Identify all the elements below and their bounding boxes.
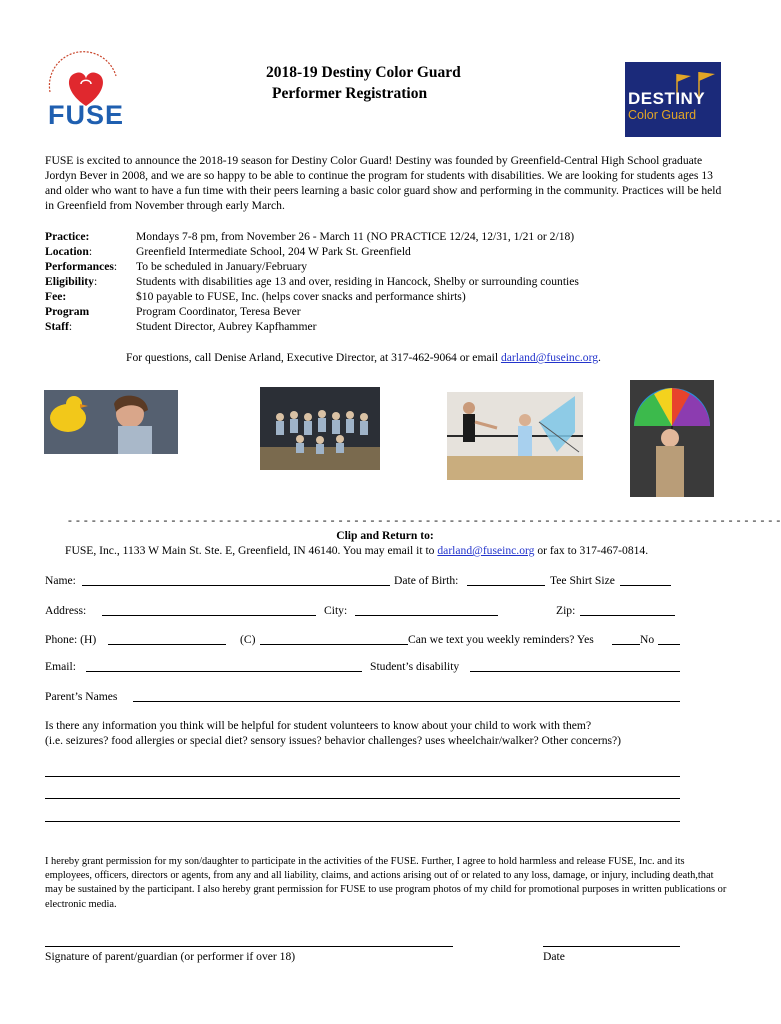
detail-label: Eligibility [45,275,94,288]
detail-value: Mondays 7-8 pm, from November 26 - March 11 (NO PRACTICE 12/24, 12/31, 1/21 or 2/18) [136,230,575,243]
detail-value: Student Director, Aubrey Kapfhammer [136,320,317,333]
detail-row [45,304,725,319]
photo-group [260,387,380,470]
info-answer-line-1[interactable] [45,776,680,777]
dob-label: Date of Birth: [394,574,459,587]
questions-text: For questions, call Denise Arland, Executive Director, at 317-462-9064 or email [126,351,501,364]
destiny-word: DESTINY [628,89,706,108]
info-question-line-2: (i.e. seizures? food allergies or special diet? sensory issues? behavior challenges? uses wheelchair/walker? Other concerns?) [45,734,622,747]
detail-value: To be scheduled in January/February [136,260,308,273]
zip-label: Zip: [556,604,576,617]
detail-value: Greenfield Intermediate School, 204 W Park St. Greenfield [136,245,411,258]
city-label: City: [324,604,348,617]
title-line-2: Performer Registration [272,85,428,102]
text-no-field[interactable] [658,644,680,645]
detail-value: Program Coordinator, Teresa Bever [136,305,301,318]
signature-label: Signature of parent/guardian (or performer if over 18) [45,950,296,963]
detail-label-wrap: Eligibility: [45,275,98,288]
detail-label: Location [45,245,89,258]
permission-paragraph: I hereby grant permission for my son/daughter to participate in the activities of the FUSE. Further, I agree to hold harmless and release FUSE, Inc. and its employees, officers, directors or agents, from any and all liability, claims, and actions arising out of or related to any loss, damage, or injury, including death,that may be sustained by the participant. I also hereby grant permission for FUSE to use program photos of my child for promotional purposes in written publications or electronic media. [45,856,727,910]
date-label: Date [543,950,565,963]
clip-heading: Clip and Return to: [336,529,434,542]
destiny-logo [625,62,721,137]
parents-field[interactable] [133,701,680,702]
detail-label-wrap: Location: [45,245,93,258]
destiny-sub: Color Guard [628,108,697,122]
email-field[interactable] [86,671,362,672]
info-answer-line-3[interactable] [45,821,680,822]
dob-field[interactable] [467,585,545,586]
disability-field[interactable] [470,671,680,672]
text-no-label: No [640,633,655,646]
phone-cell-label: (C) [240,633,256,646]
tee-label: Tee Shirt Size [550,574,615,587]
photo-flag-spin [447,392,583,480]
detail-row [45,229,725,244]
email-label: Email: [45,660,76,673]
cut-line: - - - - - - - - - - - - - - - - - - - - - - - - - - - - - - - - - - - - - - - - - - - - - - - - - - - - - - - - - - - - - - - - - - - - - - - - - - - - - - - - - - - - - - - - - - [68,514,781,527]
phone-home-label: Phone: (H) [45,633,97,646]
parents-label: Parent’s Names [45,690,118,703]
clip-address-line [65,543,648,558]
text-yes-field[interactable] [612,644,640,645]
city-field[interactable] [355,615,498,616]
phone-home-field[interactable] [108,644,226,645]
detail-label: Staff [45,320,69,333]
info-answer-line-2[interactable] [45,798,680,799]
questions-end: . [598,351,601,364]
photo-performer-duck [44,390,178,454]
page-title [220,62,560,104]
detail-value: Students with disabilities age 13 and over, residing in Hancock, Shelby or surrounding counties [136,275,579,288]
questions-email-link[interactable]: darland@fuseinc.org [500,351,599,364]
detail-label-wrap: Performances: [45,260,118,273]
detail-label: Practice: [45,230,90,243]
detail-row [45,244,725,259]
details-list [45,229,725,334]
detail-value: $10 payable to FUSE, Inc. (helps cover snacks and performance shirts) [136,290,466,303]
zip-field[interactable] [580,615,675,616]
fuse-wordmark: FUSE [48,100,125,130]
fuse-logo [36,46,132,132]
detail-label: Performances [45,260,114,273]
clip-fax: or fax to 317-467-0814. [534,544,649,557]
detail-label: Program [45,305,90,318]
clip-address: FUSE, Inc., 1133 W Main St. Ste. E, Greenfield, IN 46140. You may email it to [65,544,438,557]
clip-email-link[interactable]: darland@fuseinc.org [437,544,535,557]
detail-label: Fee: [45,290,67,303]
tee-field[interactable] [620,585,671,586]
name-field[interactable] [82,585,390,586]
title-line-1: 2018-19 Destiny Color Guard [266,64,461,81]
address-field[interactable] [102,615,316,616]
phone-cell-field[interactable] [260,644,408,645]
questions-line [126,350,726,365]
detail-label-wrap: Staff: [45,320,73,333]
intro-paragraph: FUSE is excited to announce the 2018-19 season for Destiny Color Guard! Destiny was founded by Greenfield-Central High School graduate Jordyn Bever in 2008, and we are so happy to be able to continue the program for students with disabilities. We are looking for students ages 13 and older who want to have a fun time with their peers learning a basic color guard show and performing in the community. Practices will be held in Greenfield from November through early March. [45,154,722,212]
detail-row [45,274,725,289]
detail-row [45,259,725,274]
name-label: Name: [45,574,76,587]
text-reminder-question: Can we text you weekly reminders? Yes [408,633,594,646]
address-label: Address: [45,604,87,617]
date-field[interactable] [543,946,680,947]
disability-label: Student’s disability [370,660,460,673]
info-question-line-1: Is there any information you think will be helpful for student volunteers to know about your child to work with them? [45,719,592,732]
detail-row [45,289,725,304]
detail-row [45,319,725,334]
info-question [45,718,735,748]
photo-umbrella [630,380,714,497]
signature-field[interactable] [45,946,453,947]
